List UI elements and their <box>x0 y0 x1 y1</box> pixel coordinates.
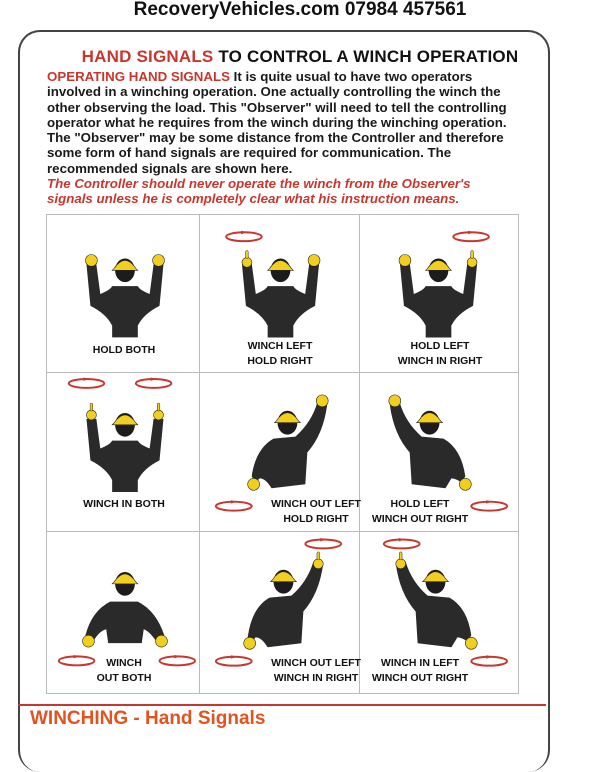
signal-hold-both <box>46 214 200 373</box>
signal-label-9a: WINCH IN LEFT <box>380 657 460 669</box>
signal-winch-out-both <box>46 532 200 694</box>
signal-label-7a: WINCH <box>106 657 142 669</box>
signal-label-2a: WINCH LEFT <box>247 340 313 352</box>
signal-label-8a: WINCH OUT LEFT <box>271 657 361 669</box>
signal-winch-out-left-winch-in-right <box>200 532 360 694</box>
signal-winch-in-left-winch-out-right <box>360 532 519 694</box>
intro-warning: The Controller should never operate the winch from the Observer's signals unless he is completely clear what his instruction means. <box>47 176 471 207</box>
signal-label-7b: OUT BOTH <box>96 672 152 684</box>
signal-label-8b: WINCH IN RIGHT <box>273 672 359 684</box>
signal-hold-left-winch-in-right <box>360 214 519 373</box>
title-rest: TO CONTROL A WINCH OPERATION <box>213 47 519 66</box>
signals-grid <box>46 214 519 694</box>
signal-label-5a: WINCH OUT LEFT <box>271 498 361 510</box>
signal-label-3a: HOLD LEFT <box>410 340 470 352</box>
signal-label-3b: WINCH IN RIGHT <box>397 355 483 367</box>
signal-label-4a: WINCH IN BOTH <box>83 498 165 510</box>
page-title <box>0 47 600 67</box>
intro-body: It is quite usual to have two operators involved in a winching operation. One actually controlling the winch the other observing the load. This "Observer" will need to tell the controlling operator what he requires from the winch during the winching operation. The "Observer" may be some distance from the Controller and therefore some form of hand signals are required for communication. The recommended signals are shown here. <box>47 69 507 176</box>
signal-winch-out-left-hold-right <box>200 373 360 532</box>
signal-hold-left-winch-out-right <box>360 373 519 532</box>
footer-title: WINCHING - Hand Signals <box>30 708 266 729</box>
signal-label-9b: WINCH OUT RIGHT <box>371 672 469 684</box>
signal-label-2b: HOLD RIGHT <box>247 355 313 367</box>
intro-paragraph <box>47 69 517 207</box>
signal-winch-left-hold-right <box>200 214 360 373</box>
signal-label-5b: HOLD RIGHT <box>283 513 349 525</box>
signal-label-1a: HOLD BOTH <box>92 344 156 356</box>
intro-lead: OPERATING HAND SIGNALS <box>47 69 230 84</box>
signal-label-6a: HOLD LEFT <box>390 498 450 510</box>
signal-label-6b: WINCH OUT RIGHT <box>371 513 469 525</box>
footer-divider <box>18 704 546 706</box>
site-header: RecoveryVehicles.com 07984 457561 <box>133 0 467 20</box>
title-highlight: HAND SIGNALS <box>81 47 214 66</box>
signal-winch-in-both <box>46 373 200 532</box>
